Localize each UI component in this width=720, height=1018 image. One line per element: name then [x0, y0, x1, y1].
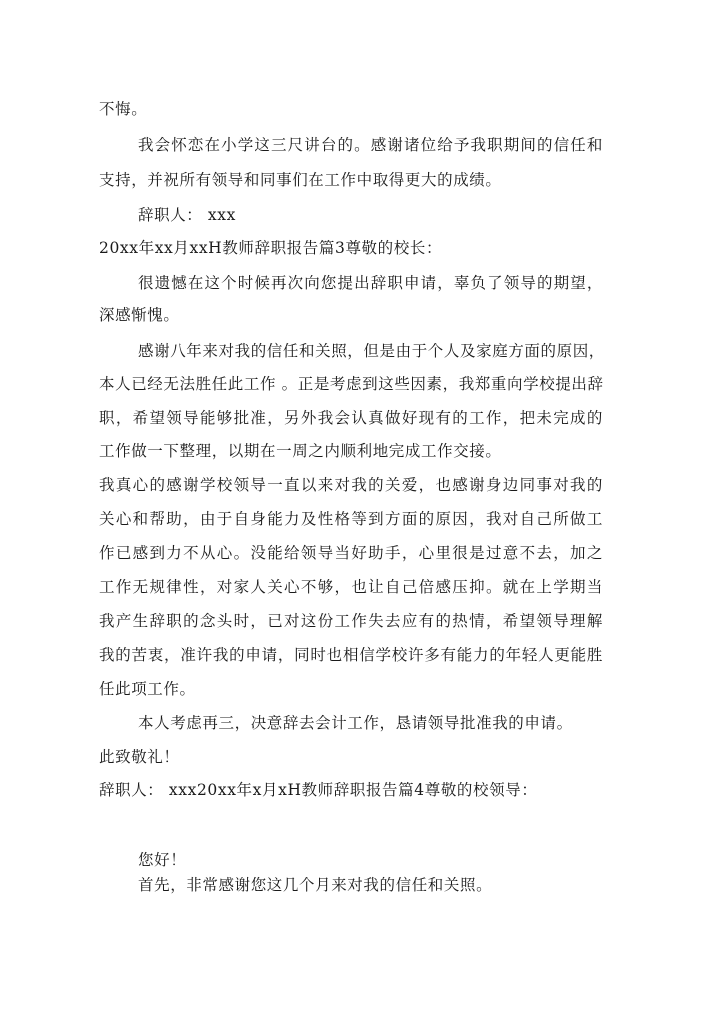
- text-line-paragraph: 本人考虑再三，决意辞去会计工作，恳请领导批准我的申请。: [138, 714, 573, 732]
- text-line-paragraph: 首先，非常感谢您这几个月来对我的信任和关照。: [138, 876, 493, 894]
- text-line-paragraph: 作已感到力不从心。没能给领导当好助手，心里很是过意不去，加之: [99, 544, 603, 562]
- text-line-paragraph: 本人已经无法胜任此工作 。正是考虑到这些因素，我郑重向学校提出辞: [99, 375, 604, 393]
- text-line-paragraph: 深感惭愧。: [99, 306, 180, 324]
- signature-line: 辞职人： xxx: [138, 206, 236, 224]
- text-line-paragraph: 很遗憾在这个时候再次向您提出辞职申请，辜负了领导的期望，: [138, 274, 603, 292]
- greeting-line: 您好！: [138, 851, 187, 869]
- text-line-paragraph: 关心和帮助，由于自身能力及性格等到方面的原因，我对自己所做工: [99, 510, 603, 528]
- text-line-paragraph: 任此项工作。: [99, 680, 196, 698]
- text-line-paragraph: 工作做一下整理，以期在一周之内顺利地完成工作交接。: [99, 442, 502, 460]
- text-line-closing-fragment: 不悔。: [99, 100, 148, 118]
- text-line-paragraph: 我的苦衷，准许我的申请，同时也相信学校许多有能力的年轻人更能胜: [99, 646, 603, 664]
- text-line-paragraph: 工作无规律性，对家人关心不够，也让自己倍感压抑。就在上学期当: [99, 578, 603, 596]
- text-line-paragraph: 职，希望领导能够批准，另外我会认真做好现有的工作，把未完成的: [99, 409, 603, 427]
- text-line-paragraph: 我真心的感谢学校领导一直以来对我的关爱，也感谢身边同事对我的: [99, 476, 603, 494]
- text-line-paragraph: 我产生辞职的念头时，已对这份工作失去应有的热情，希望领导理解: [99, 612, 603, 630]
- section-heading-3: 20xx年xx月xxH教师辞职报告篇3尊敬的校长：: [99, 239, 443, 257]
- salutation-line: 此致敬礼！: [99, 748, 180, 766]
- text-line-paragraph: 感谢八年来对我的信任和关照，但是由于个人及家庭方面的原因，: [138, 342, 605, 360]
- section-heading-4: 辞职人： xxx20xx年x月xH教师辞职报告篇4尊敬的校领导：: [99, 781, 538, 799]
- text-line-paragraph: 我会怀恋在小学这三尺讲台的。感谢诸位给予我职期间的信任和: [138, 136, 603, 154]
- text-line-paragraph: 支持，并祝所有领导和同事们在工作中取得更大的成绩。: [99, 171, 502, 189]
